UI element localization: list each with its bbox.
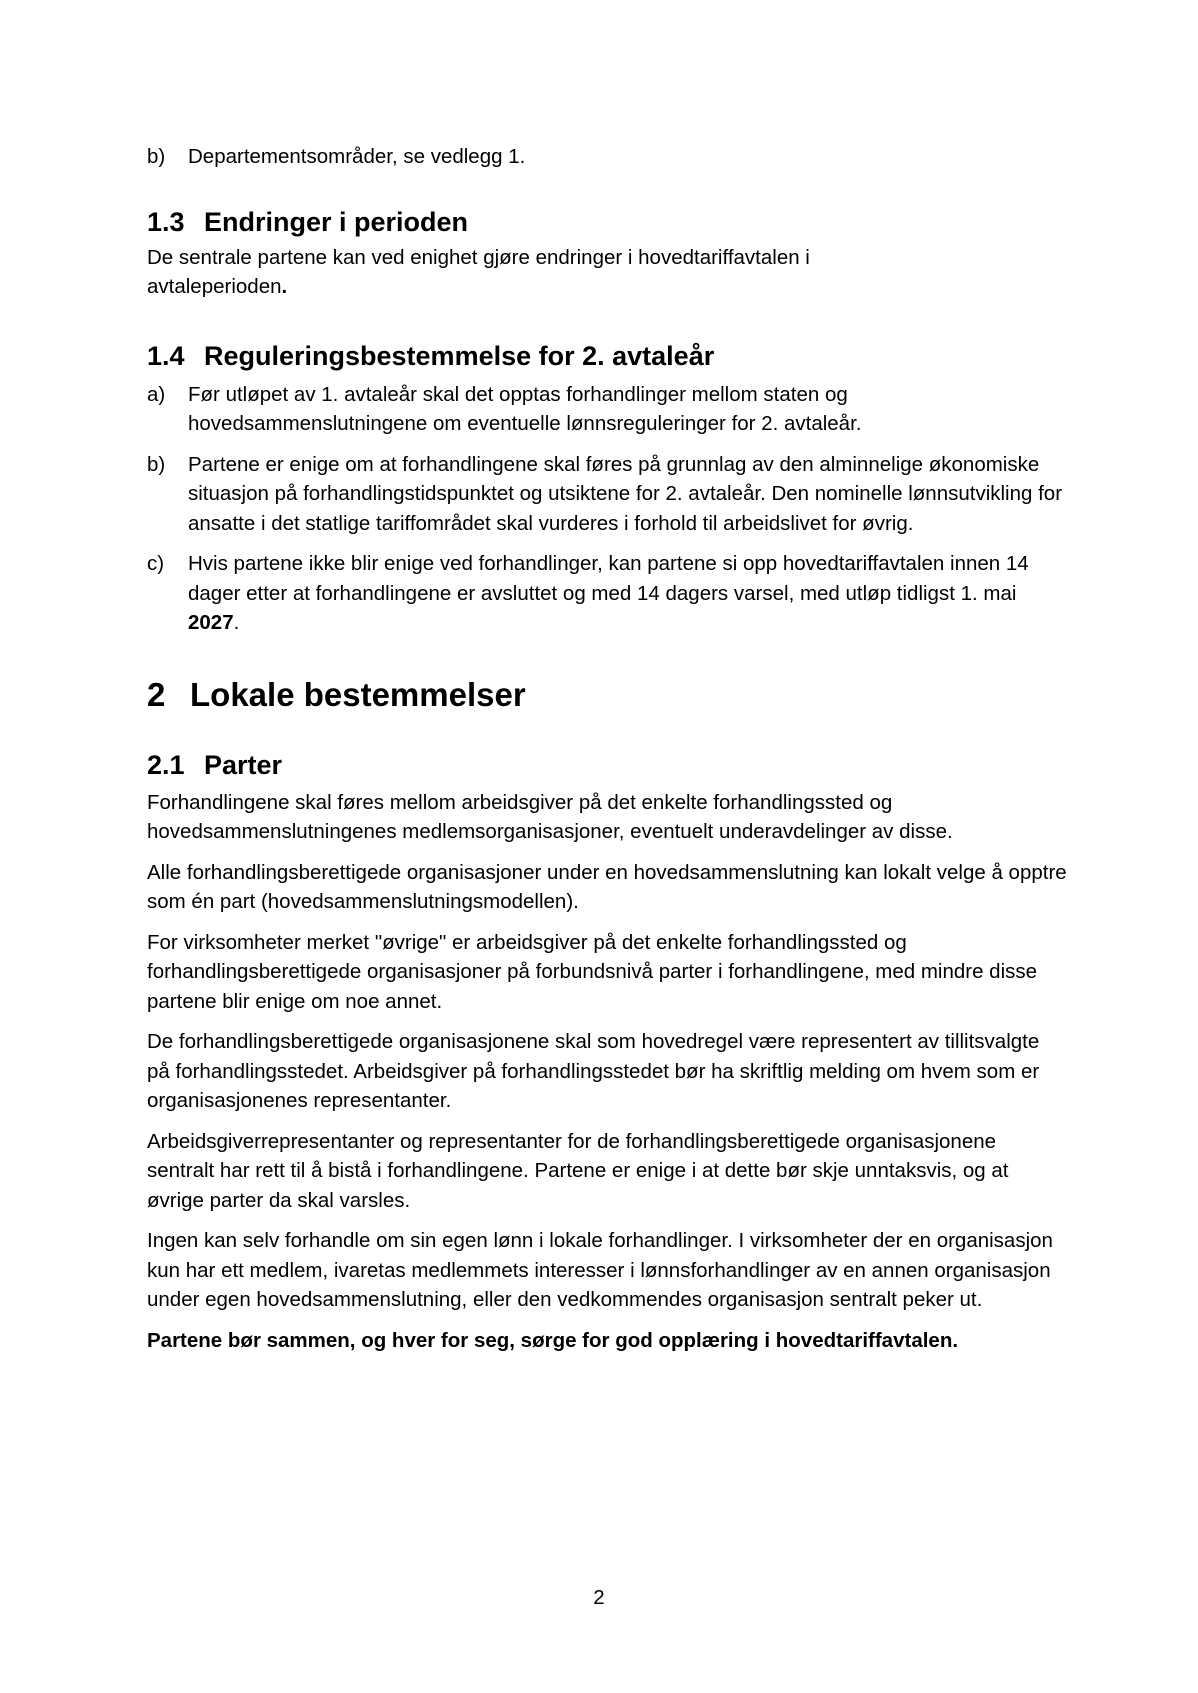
paragraph-period: . (281, 275, 288, 298)
section-title: Parter (204, 749, 283, 780)
list-text-end: . (233, 611, 240, 634)
chapter-title: Lokale bestemmelser (190, 675, 526, 713)
list-text (188, 549, 1067, 638)
list-text-part: Hvis partene ikke blir enige ved forhandlinger, kan partene si opp hovedtariffavtalen innen 14 dager etter at forhandlingene er avsluttet og med 14 dagers varsel, med utløp tidligst 1. mai (188, 552, 1029, 605)
list-text: Før utløpet av 1. avtaleår skal det opptas forhandlinger mellom staten og hovedsammenslutningene om eventuelle lønnsreguleringer for 2. avtaleår. (188, 382, 862, 435)
section-title: Endringer i perioden (204, 206, 469, 237)
paragraph: Alle forhandlingsberettigede organisasjoner under en hovedsammenslutning kan lokalt velge å opptre som én part (hovedsammenslutningsmodellen). (147, 860, 1067, 913)
paragraph: De forhandlingsberettigede organisasjonene skal som hovedregel være representert av tillitsvalgte på forhandlingsstedet. Arbeidsgiver på forhandlingsstedet bør ha skriftlig melding om hvem som er organisasjonenes representanter. (147, 1030, 1040, 1112)
section-heading-1-4 (147, 339, 1067, 373)
chapter-number: 2 (147, 675, 166, 713)
section-number: 1.4 (147, 340, 185, 371)
page-number: 2 (593, 1586, 605, 1609)
list-marker: b) (147, 145, 166, 168)
paragraph-text: avtaleperioden (147, 275, 282, 298)
chapter-heading-2 (147, 675, 1067, 715)
list-item-a (147, 380, 1067, 439)
section-heading-2-1 (147, 748, 1067, 782)
list-item-c (147, 549, 1067, 638)
list-text: Departementsområder, se vedlegg 1. (188, 145, 526, 168)
intro-list-item (147, 142, 1067, 172)
paragraph: Forhandlingene skal føres mellom arbeidsgiver på det enkelte forhandlingssted og hovedsammenslutningenes medlemsorganisasjoner, eventuelt underavdelinger av disse. (147, 790, 953, 843)
closing-bold-paragraph: Partene bør sammen, og hver for seg, sørge for god opplæring i hovedtariffavtalen. (147, 1328, 959, 1352)
list-text-bold: 2027 (188, 611, 234, 634)
paragraph: Arbeidsgiverrepresentanter og representanter for de forhandlingsberettigede organisasjonene sentralt har rett til å bistå i forhandlingene. Partene er enige i at dette bør skje unntaksvis, og at øvrige parter da skal varsles. (147, 1129, 1009, 1212)
list-marker: b) (147, 452, 166, 476)
paragraph-line: De sentrale partene kan ved enighet gjøre endringer i hovedtariffavtalen i (147, 245, 810, 269)
document-page (147, 142, 1067, 1355)
paragraph: Ingen kan selv forhandle om sin egen lønn i lokale forhandlinger. I virksomheter der en organisasjon kun har ett medlem, ivaretas medlemmets interesser i lønnsforhandlinger av en annen organisasjon under egen hovedsammenslutning, eller den vedkommendes organisasjon sentralt peker ut. (147, 1229, 1053, 1311)
list-item-b (147, 450, 1067, 539)
list-marker: a) (147, 382, 166, 406)
section-number: 2.1 (147, 749, 185, 780)
section-heading-1-3 (147, 205, 1067, 239)
list-marker: c) (147, 552, 165, 575)
section-number: 1.3 (147, 206, 185, 237)
section-1-3-paragraph (147, 243, 1067, 302)
section-title: Reguleringsbestemmelse for 2. avtaleår (204, 340, 715, 371)
paragraph: For virksomheter merket "øvrige" er arbeidsgiver på det enkelte forhandlingssted og forhandlingsberettigede organisasjoner på forbundsnivå parter i forhandlingene, med mindre disse partene blir enige om noe annet. (147, 930, 1038, 1013)
list-text: Partene er enige om at forhandlingene skal føres på grunnlag av den alminnelige økonomiske situasjon på forhandlingstidspunktet og utsiktene for 2. avtaleår. Den nominelle lønnsutvikling for ansatte i det statlige tariffområdet skal vurderes i forhold til arbeidslivet for øvrig. (188, 452, 1063, 535)
paragraph-line (147, 272, 1067, 302)
